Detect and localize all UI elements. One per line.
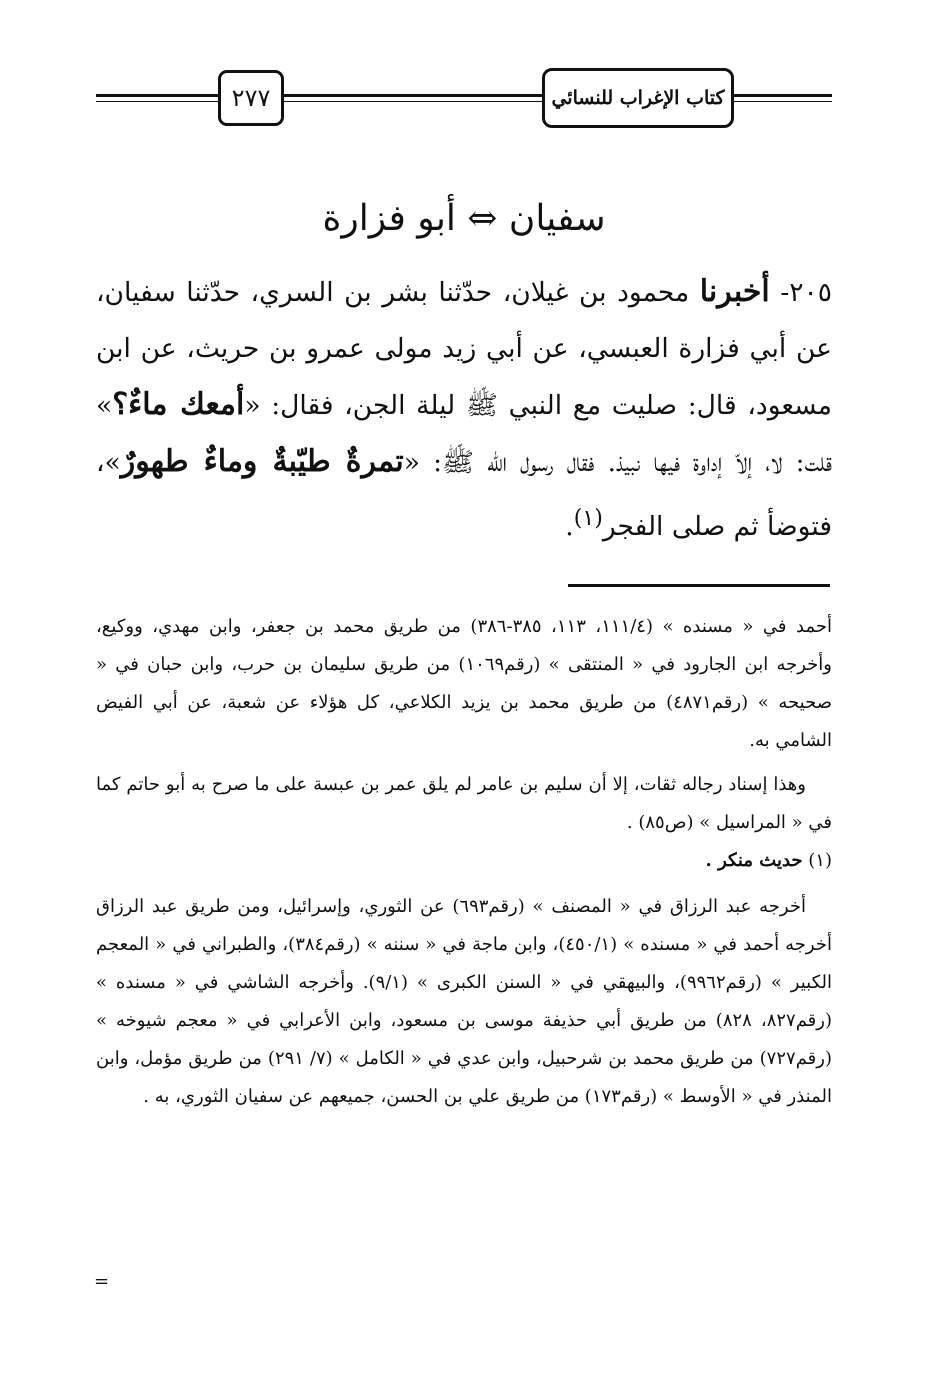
header-rule-middle (280, 94, 542, 97)
header-rule-right (732, 94, 832, 97)
hadith-text-part1: محمود بن غيلان، حدّثنا بشر بن السري، حدّثنا سفيان، عن أبي فزارة العبسي، عن أبي زيد مولى عمرو بن حريث، عن ابن مسعود، قال: صليت مع النبي ﷺ ليلة الجن، فقال: « (96, 277, 833, 421)
footnote-marker: (١) (573, 506, 603, 531)
header-rule-right-thin (732, 101, 832, 102)
page-number: ٢٧٧ (218, 70, 284, 126)
prophet-quote-2: تمرةٌ طيّبةٌ وماءٌ طهورٌ (120, 444, 404, 479)
running-header (96, 58, 832, 140)
footnote-1-ref: (١) (802, 850, 832, 871)
hadith-paragraph (96, 264, 832, 555)
prophet-quote-1: أمعك ماءٌ؟ (112, 387, 245, 422)
header-rule-middle-thin (280, 101, 542, 102)
hadith-number: ٢٠٥- (769, 277, 832, 308)
footnote-separator (568, 584, 830, 587)
continuation-mark: = (94, 1271, 110, 1292)
hadith-text-part3: »، فتوضأ ثم صلى الفجر (96, 447, 832, 542)
book-title: كتاب الإغراب للنسائي (542, 68, 734, 128)
chapter-heading: سفيان ⇔ أبو فزارة (322, 198, 606, 239)
header-rule-left (96, 94, 220, 97)
footnotes (96, 608, 832, 1116)
footnote-1-takhrij: أخرجه عبد الرزاق في « المصنف » (رقم٦٩٣) عن الثوري، وإسرائيل، ومن طريق عبد الرزاق أخرجه أحمد في « مسنده » (٤٥٠/١)، وابن ماجة في « سننه » (رقم٣٨٤)، والطبراني في « المعجم الكبير » (رقم٩٩٦٢)، والبيهقي في « السنن الكبرى » (٩/١). وأخرجه الشاشي في « مسنده » (رقم٨٢٧، ٨٢٨) من طريق أبي حذيفة موسى بن مسعود، وابن الأعرابي في « معجم شيوخه » (رقم٧٢٧) من طريق محمد بن شرحبيل، وابن عدي في « الكامل » (٧/ ٢٩١) من طريق مؤمل، وابن المنذر في « الأوسط » (رقم١٧٣) من طريق علي بن الحسن، جميعهم عن سفيان الثوري، به . (96, 896, 833, 1107)
footnote-1-verdict: حديث منكر . (705, 850, 803, 871)
hadith-end: . (565, 510, 574, 542)
akhbarana-keyword: أخبرنا (699, 274, 770, 309)
footnote-1 (96, 842, 832, 880)
footnote-continuation: أحمد في « مسنده » (١١١/٤، ١١٣، ٣٨٥-٣٨٦) من طريق محمد بن جعفر، وابن مهدي، ووكيع، وأخرجه ابن الجارود في « المنتقى » (رقم١٠٦٩) من طريق سليمان بن حرب، وابن حبان في « صحيحه » (رقم٤٨٧١) من طريق محمد بن يزيد الكلاعي، كل هؤلاء عن شعبة، عن أبي الفيض الشامي به. (96, 616, 833, 751)
footnote-remark: وهذا إسناد رجاله ثقات، إلا أن سليم بن عامر لم يلق عمر بن عبسة على ما صرح به أبو حاتم كما في « المراسيل » (ص٨٥) . (96, 774, 832, 833)
header-rule-left-thin (96, 101, 220, 102)
hadith-text-part2: » قلت: لا، إلاّ إداوة فيها نبيذ. فقال رسول الله ﷺ: « (96, 390, 832, 478)
